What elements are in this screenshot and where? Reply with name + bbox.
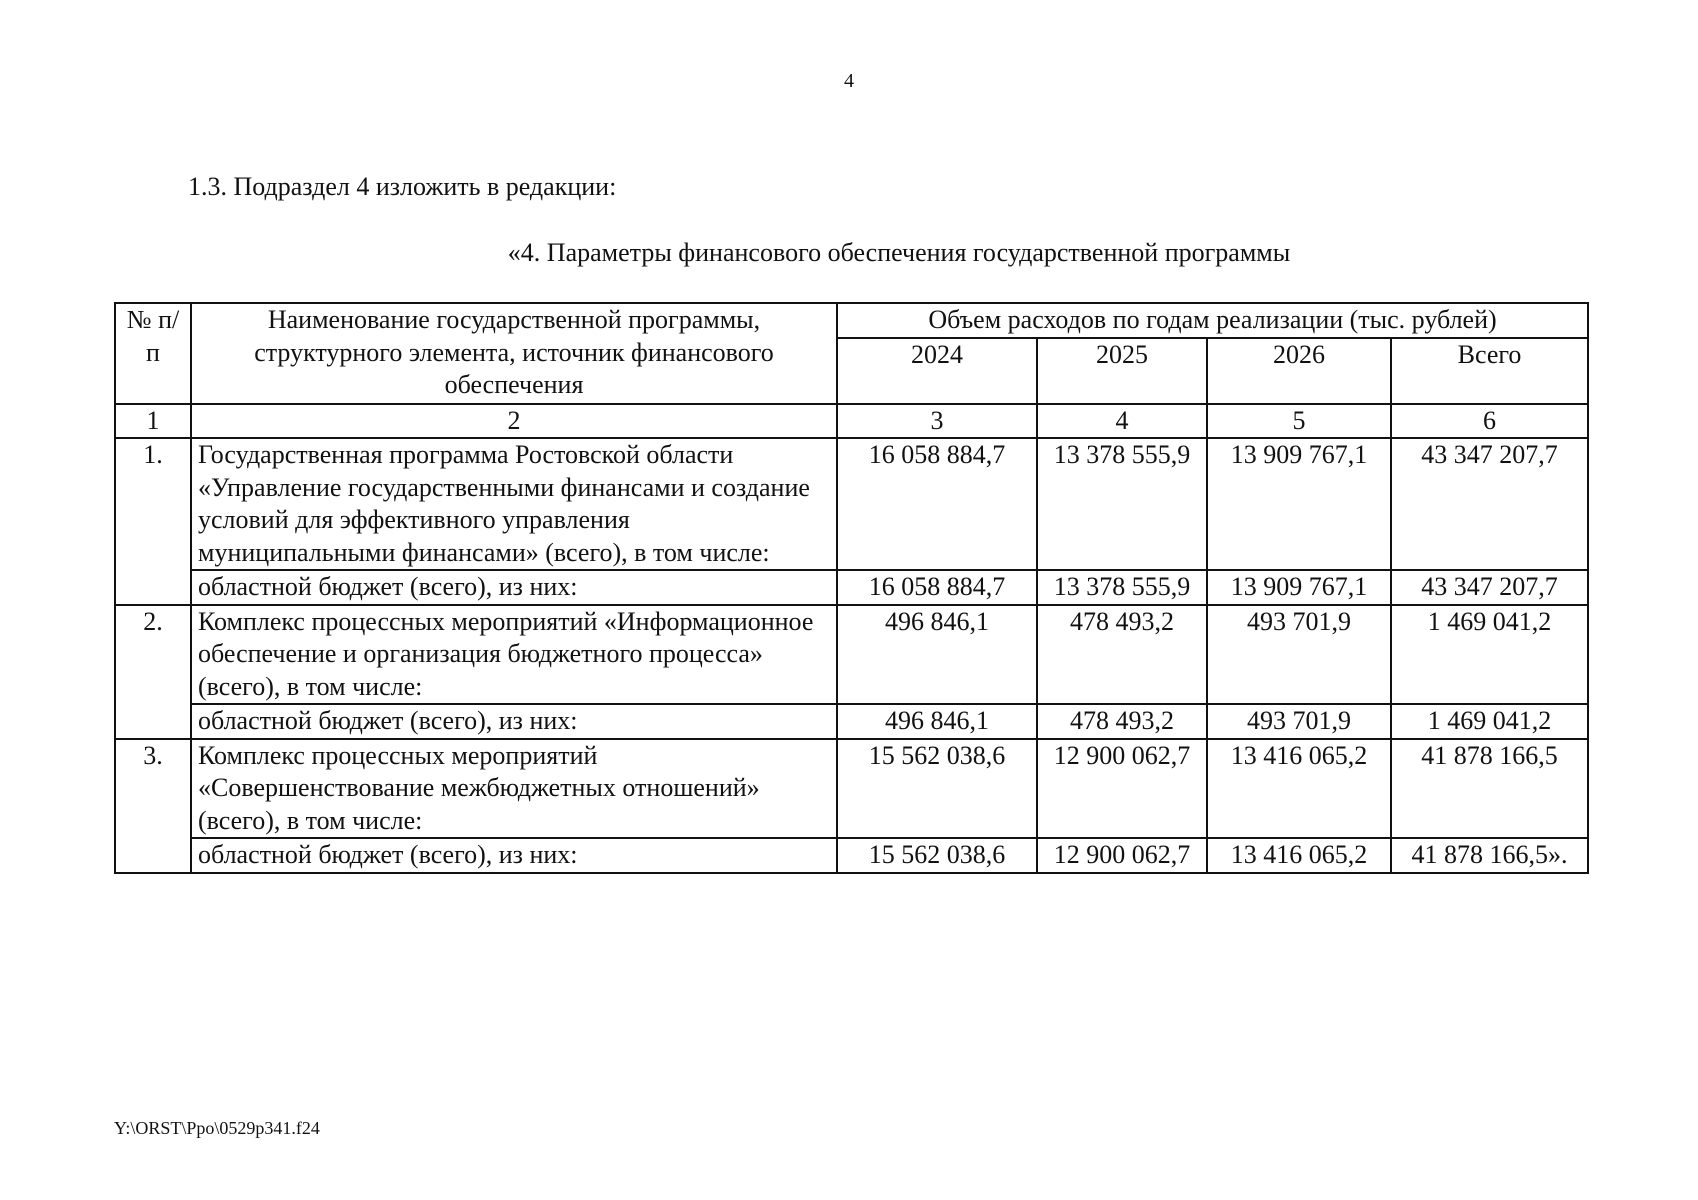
- subrow-name: областной бюджет (всего), из них:: [191, 838, 837, 873]
- value-2026: 13 909 767,1: [1207, 570, 1391, 605]
- header-total: Всего: [1391, 338, 1588, 404]
- value-total: 41 878 166,5».: [1391, 838, 1588, 873]
- value-2025: 12 900 062,7: [1037, 838, 1207, 873]
- table-subrow: [115, 704, 1588, 739]
- value-2026: 13 909 767,1: [1207, 438, 1391, 570]
- col-number: 6: [1391, 404, 1588, 439]
- value-2026: 13 416 065,2: [1207, 739, 1391, 839]
- value-2024: 15 562 038,6: [837, 838, 1037, 873]
- col-number: 2: [191, 404, 837, 439]
- table-subrow: [115, 838, 1588, 873]
- value-total: 43 347 207,7: [1391, 438, 1588, 570]
- row-number: 1.: [115, 438, 191, 605]
- row-name: Комплекс процессных мероприятий «Информационное обеспечение и организация бюджетного процесса» (всего), в том числе:: [191, 605, 837, 705]
- subrow-name: областной бюджет (всего), из них:: [191, 704, 837, 739]
- value-2025: 478 493,2: [1037, 704, 1207, 739]
- value-2024: 496 846,1: [837, 605, 1037, 705]
- header-name: Наименование государственной программы, структурного элемента, источник финансового обеспечения: [191, 303, 837, 404]
- header-volume: Объем расходов по годам реализации (тыс. рублей): [837, 303, 1588, 338]
- table-row: [115, 605, 1588, 705]
- value-2025: 478 493,2: [1037, 605, 1207, 705]
- value-2026: 493 701,9: [1207, 605, 1391, 705]
- section-title: «4. Параметры финансового обеспечения государственной программы: [507, 238, 1291, 267]
- col-number: 4: [1037, 404, 1207, 439]
- file-path-footer: Y:\ORST\Ppo\0529p341.f24: [114, 1118, 320, 1138]
- value-total: 43 347 207,7: [1391, 570, 1588, 605]
- table-row: [115, 739, 1588, 839]
- value-2024: 496 846,1: [837, 704, 1037, 739]
- row-name: Государственная программа Ростовской области «Управление государственными финансами и создание условий для эффективного управления муниципальными финансами» (всего), в том числе:: [191, 438, 837, 570]
- instruction-text: 1.3. Подраздел 4 изложить в редакции:: [188, 172, 617, 201]
- header-num: № п/п: [115, 303, 191, 404]
- table-header-row: [115, 303, 1588, 338]
- financing-table: [114, 302, 1589, 874]
- row-number: 2.: [115, 605, 191, 739]
- row-name: Комплекс процессных мероприятий «Совершенствование межбюджетных отношений» (всего), в том числе:: [191, 739, 837, 839]
- subrow-name: областной бюджет (всего), из них:: [191, 570, 837, 605]
- value-2025: 13 378 555,9: [1037, 570, 1207, 605]
- col-number: 5: [1207, 404, 1391, 439]
- value-total: 1 469 041,2: [1391, 605, 1588, 705]
- table-row: [115, 438, 1588, 570]
- value-2025: 13 378 555,9: [1037, 438, 1207, 570]
- col-number: 1: [115, 404, 191, 439]
- header-year-2026: 2026: [1207, 338, 1391, 404]
- col-number: 3: [837, 404, 1037, 439]
- header-year-2024: 2024: [837, 338, 1037, 404]
- value-2026: 13 416 065,2: [1207, 838, 1391, 873]
- page-number: 4: [844, 70, 854, 92]
- value-total: 1 469 041,2: [1391, 704, 1588, 739]
- value-2025: 12 900 062,7: [1037, 739, 1207, 839]
- table-subrow: [115, 570, 1588, 605]
- value-2024: 15 562 038,6: [837, 739, 1037, 839]
- value-total: 41 878 166,5: [1391, 739, 1588, 839]
- value-2024: 16 058 884,7: [837, 438, 1037, 570]
- value-2026: 493 701,9: [1207, 704, 1391, 739]
- value-2024: 16 058 884,7: [837, 570, 1037, 605]
- column-numbers-row: [115, 404, 1588, 439]
- row-number: 3.: [115, 739, 191, 873]
- header-year-2025: 2025: [1037, 338, 1207, 404]
